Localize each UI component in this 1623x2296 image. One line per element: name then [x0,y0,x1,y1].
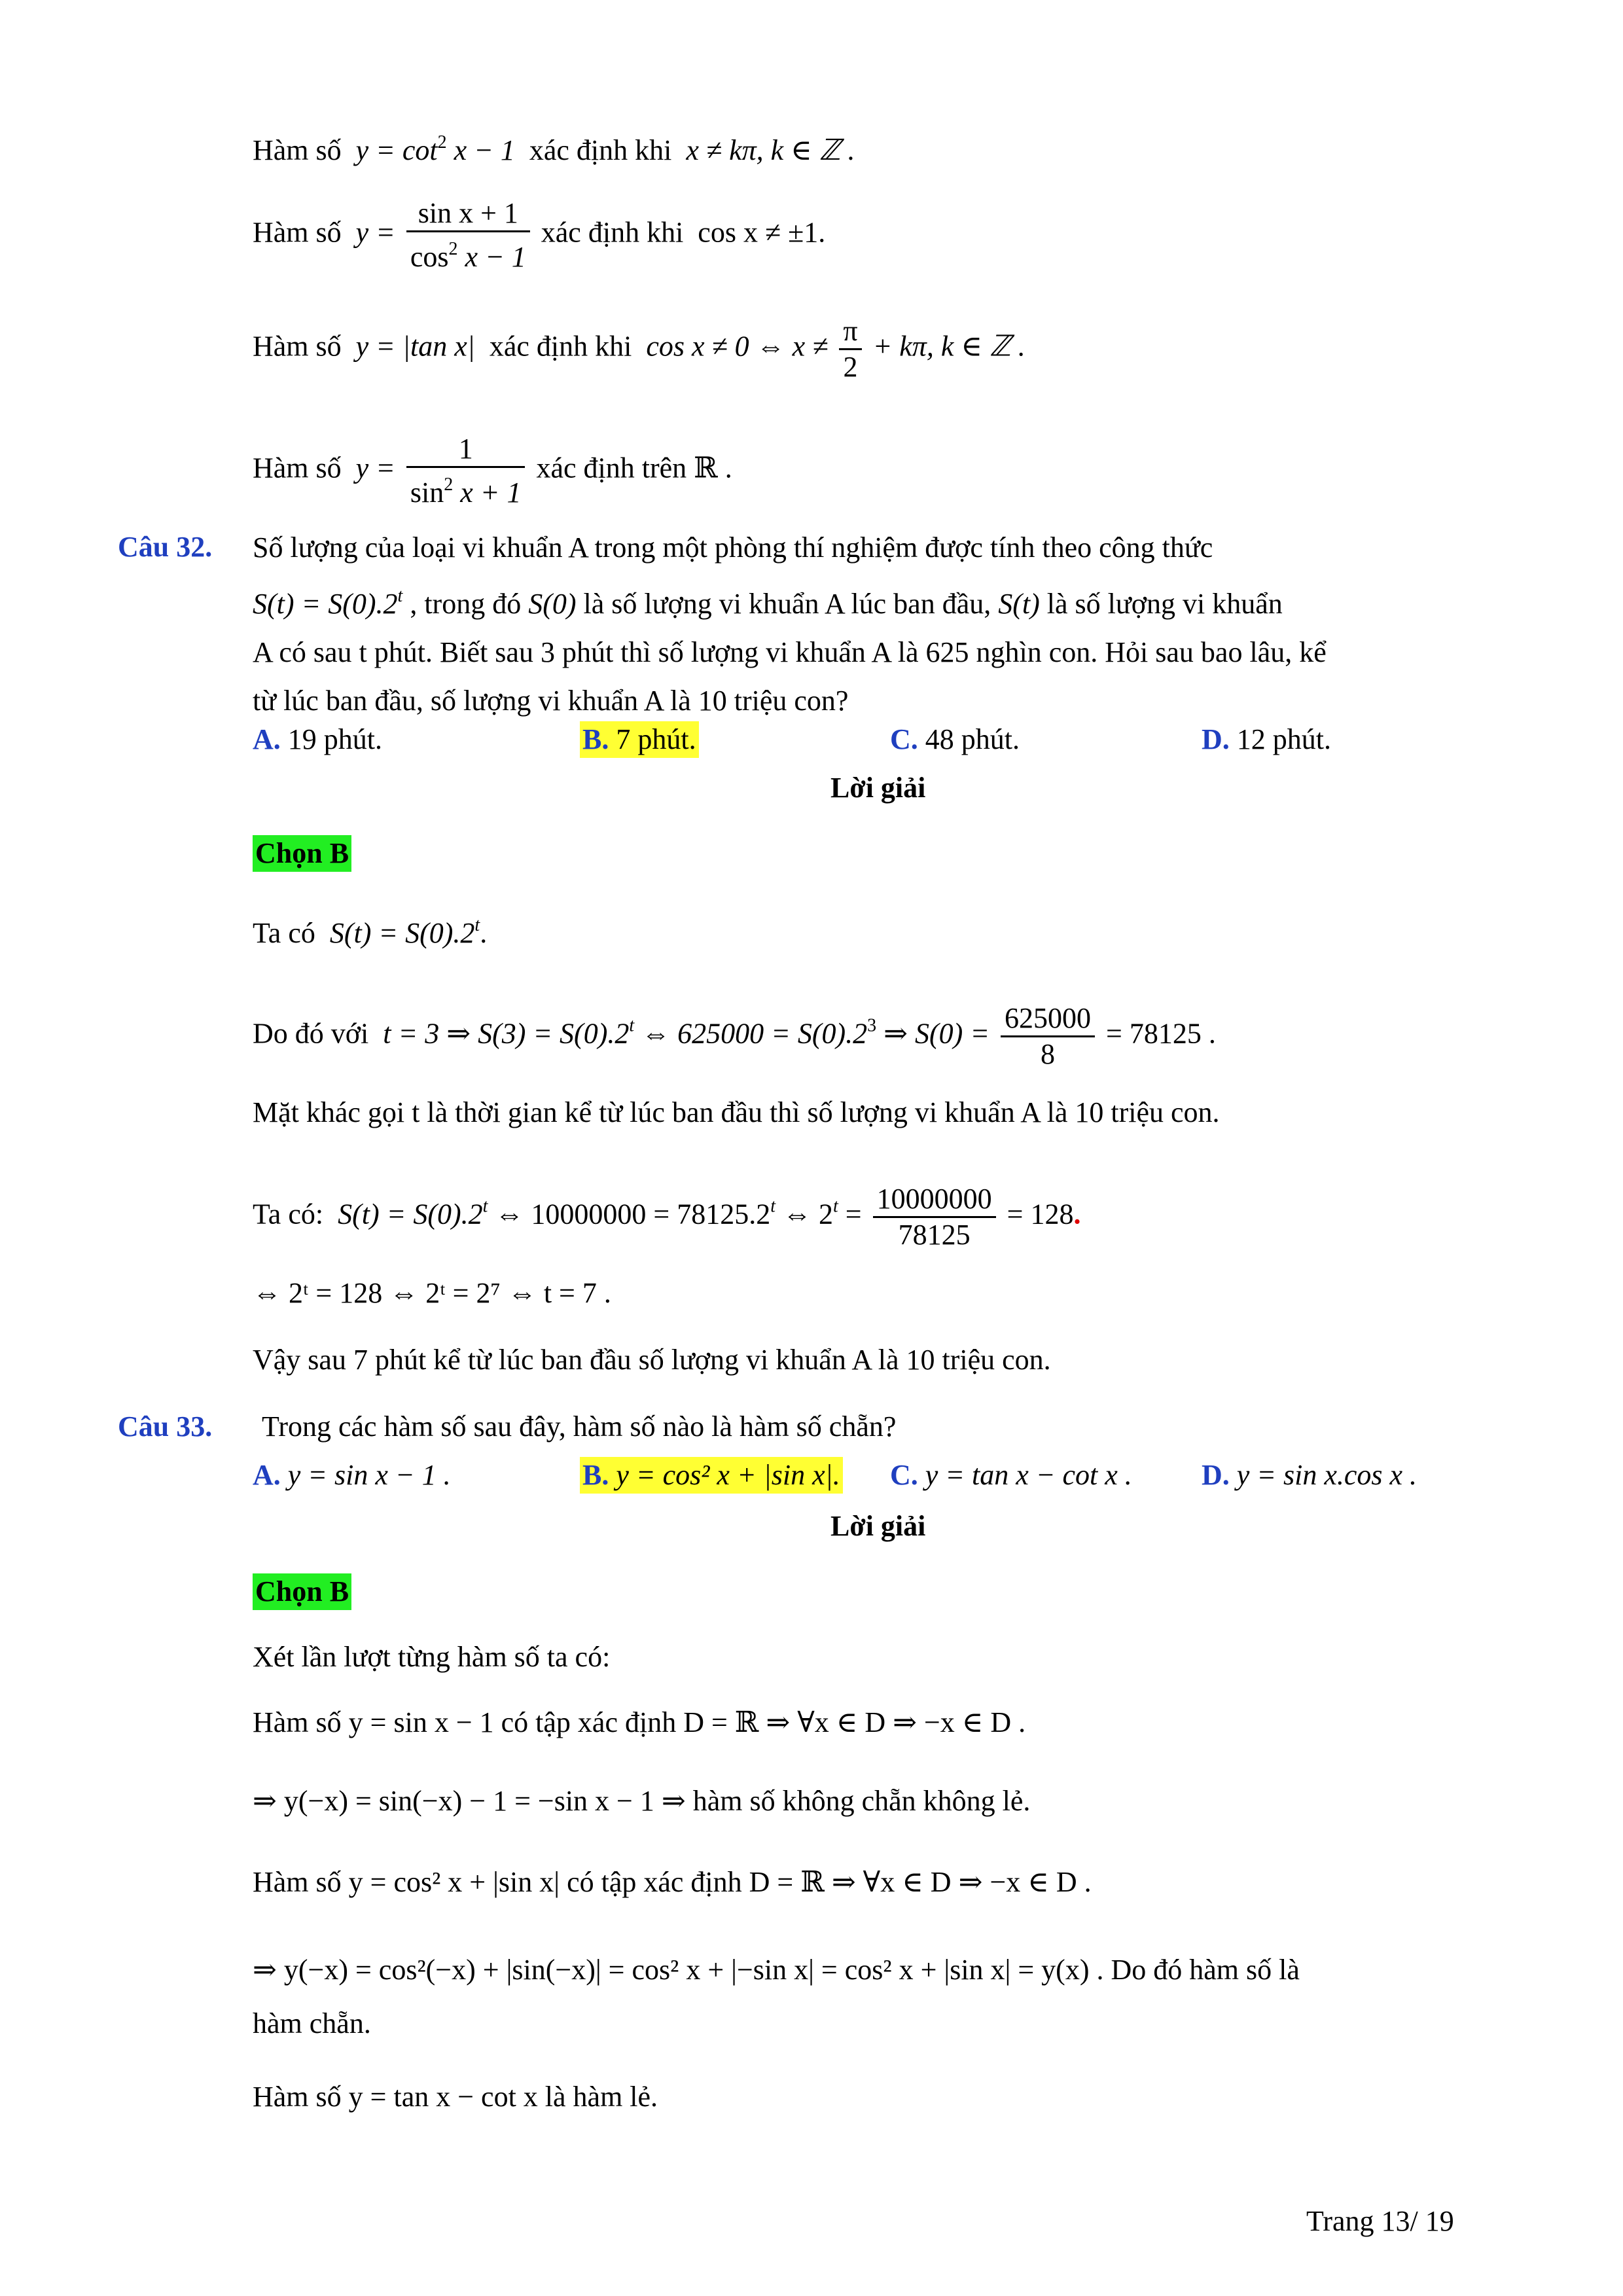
inv-fraction: $\frac{1}{\sin^2 x + 1}$ [406,432,526,510]
q32-option-b[interactable]: B. 7 phút. [580,721,699,758]
q33-step-6: hàm chẵn. [253,2007,371,2039]
q33-choice: Chọn B [253,1573,351,1610]
q33-question: Trong các hàm số sau đây, hàm số nào là hàm số chẵn? [262,1410,897,1443]
q33-step-1: Xét lần lượt từng hàm số ta có: [253,1641,611,1673]
inv-line: Hàm số y = $\frac{1}{\sin^2 x + 1}$ xác định trên ℝ . [253,433,732,509]
tan-line: Hàm số y = |tan x| xác định khi cos x ≠ 0 ⇔ x ≠ $\frac{\pi}{2}$ + kπ, k ∈ ℤ . [253,315,1026,383]
q32-choice: Chọn B [253,835,351,872]
q33-label: Câu 33. [118,1410,213,1443]
q32-fraction-2: $\frac{10000000}{78125}$ [873,1182,996,1252]
q33-option-b[interactable]: B. y = cos² x + |sin x|. [580,1457,843,1494]
q33-solution-title: Lời giải [830,1510,926,1542]
q33-step-4: Hàm số y = cos² x + |sin x| có tập xác định D = ℝ ⇒ ∀x ∈ D ⇒ −x ∈ D . [253,1866,1092,1898]
q32-option-d[interactable]: D. 12 phút. [1202,723,1332,755]
q32-step-1: Ta có $S(t) = S(0).2^t$. [253,915,488,949]
q33-step-2: Hàm số y = sin x − 1 có tập xác định D = ℝ ⇒ ∀x ∈ D ⇒ −x ∈ D . [253,1706,1026,1738]
q32-conclusion: Vậy sau 7 phút kể từ lúc ban đầu số lượng vi khuẩn A là 10 triệu con. [253,1344,1051,1376]
pi-over-two: $\frac{\pi}{2}$ [839,314,861,384]
q32-step-4: Ta có: $S(t) = S(0).2^t$ ⇔ $10000000 = 78125.2^t$ ⇔ $2^t$ = $\frac{10000000}{78125}$ = 128. [253,1183,1081,1251]
sin-fraction: $\frac{\text{sin x + 1}}{\cos^2 x - 1}$ [406,196,530,274]
q32-option-a[interactable]: A. 19 phút. [253,723,383,755]
q32-fraction-1: $\frac{625000}{8}$ [1001,1001,1095,1071]
q32-option-c[interactable]: C. 48 phút. [890,723,1020,755]
q33-option-a[interactable]: A. y = sin x − 1 . [253,1459,451,1491]
page-number: Trang 13/ 19 [1306,2205,1454,2237]
q33-step-3: ⇒ y(−x) = sin(−x) − 1 = −sin x − 1 ⇒ hàm số không chẵn không lẻ. [253,1785,1031,1817]
q33-step-7: Hàm số y = tan x − cot x là hàm lẻ. [253,2081,658,2113]
cot-line: Hàm số $y = \cot^2 x - 1$ xác định khi x ≠ kπ, k ∈ ℤ . [253,132,855,166]
q32-solution-title: Lời giải [830,772,926,804]
q32-step-3: Mặt khác gọi t là thời gian kể từ lúc ban đầu thì số lượng vi khuẩn A là 10 triệu con. [253,1096,1220,1128]
q33-option-c[interactable]: C. y = tan x − cot x . [890,1459,1132,1491]
q33-option-d[interactable]: D. y = sin x.cos x . [1202,1459,1418,1491]
q33-step-5: ⇒ y(−x) = cos²(−x) + |sin(−x)| = cos² x + |−sin x| = cos² x + |sin x| = y(x) . Do đó hàm số là [253,1954,1300,1986]
q32-step-2: Do đó với t = 3 ⇒ $S(3) = S(0).2^t$ ⇔ $625000 = S(0).2^3$ ⇒ S(0) = $\frac{625000}{8}$ = 78125 . [253,1002,1216,1070]
sin-line: Hàm số y = $\frac{\text{sin x + 1}}{\cos^2 x - 1}$ xác định khi cos x ≠ ±1. [253,197,826,273]
q32-question: Số lượng của loại vi khuẩn A trong một phòng thí nghiệm được tính theo công thức $S(t) = S(0).2^t$ , trong đó S(0) là số lượng vi khuẩn A lúc ban đầu, S(t) là số lượng vi khuẩn A có sau t phút. Biết sau 3 phút thì số lượng vi khuẩn A là 625 nghìn con. Hỏi sau bao lâu, kể từ lúc ban đầu, số lượng vi khuẩn A là 10 triệu con? [253,531,1327,717]
q32-step-5: ⇔ 2ᵗ = 128 ⇔ 2ᵗ = 2⁷ ⇔ t = 7 . [253,1277,611,1309]
q32-label: Câu 32. [118,531,213,563]
